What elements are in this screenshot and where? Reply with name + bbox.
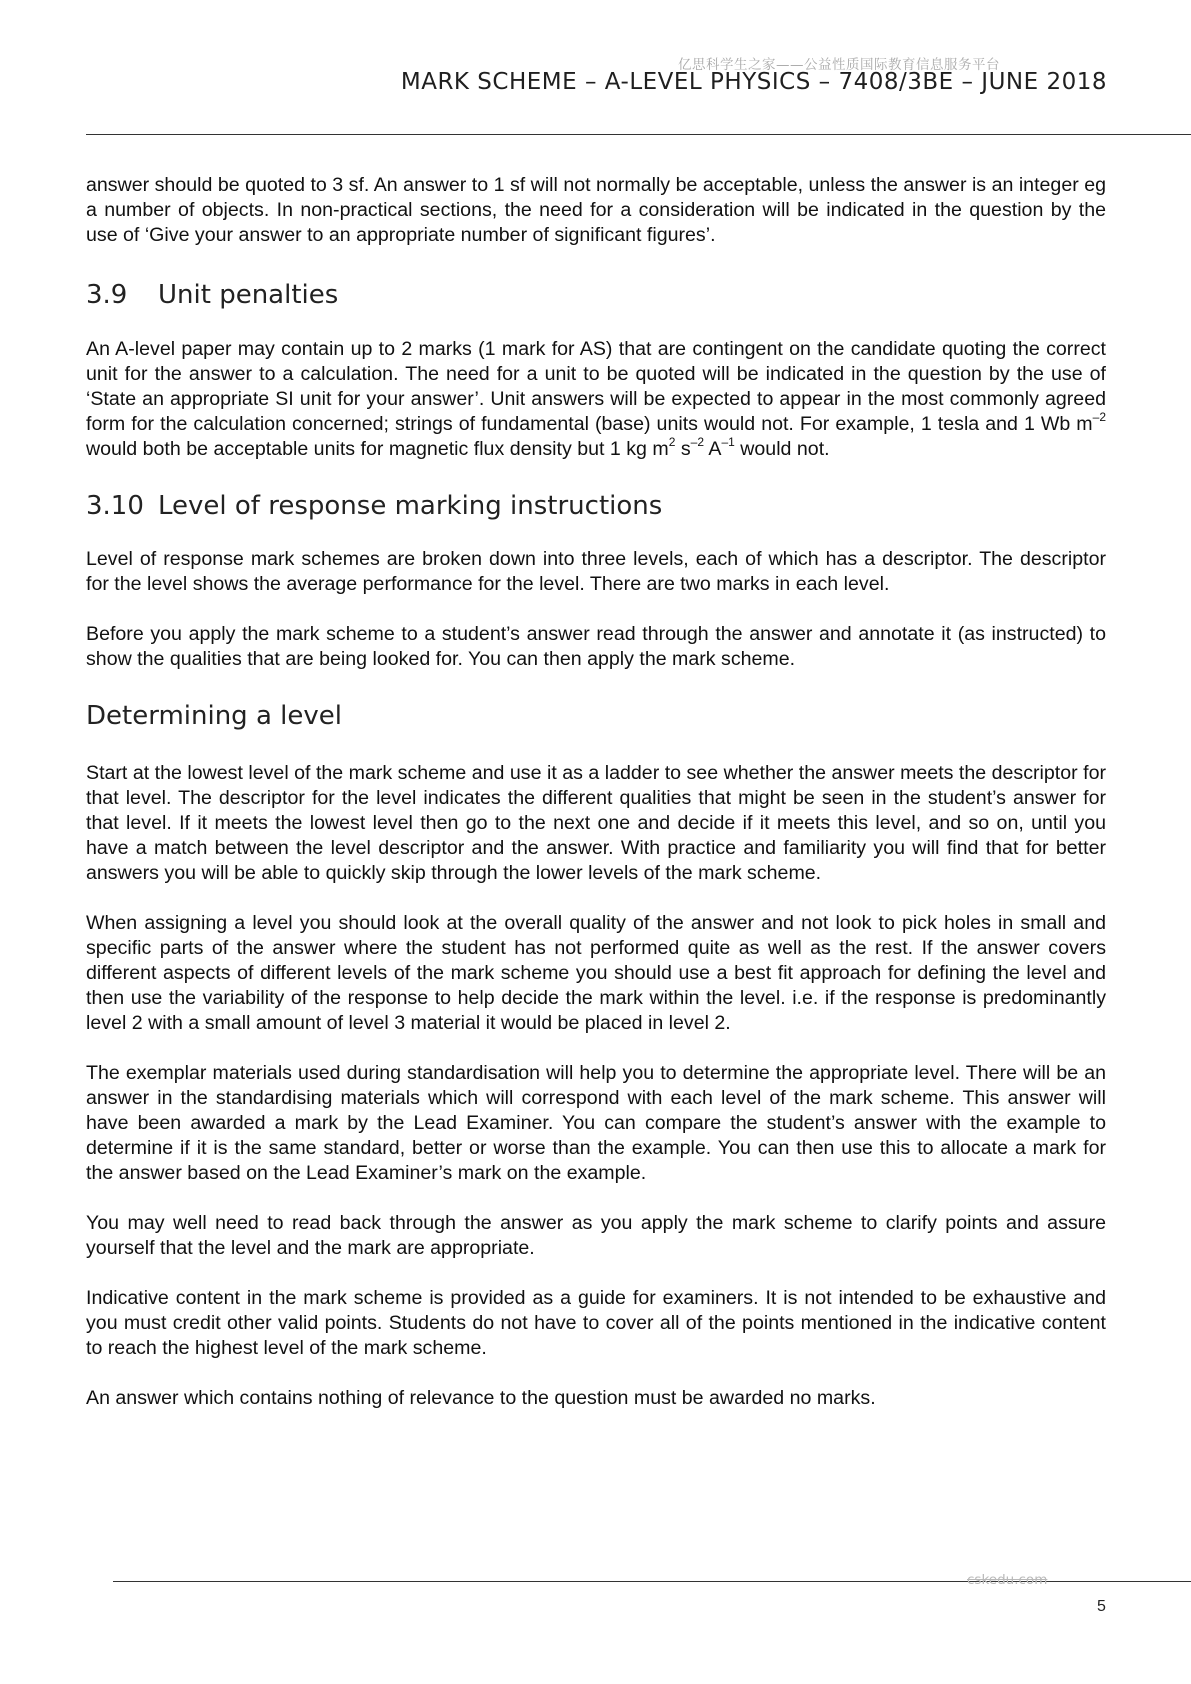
subheading-determining-level: Determining a level xyxy=(86,701,342,731)
header-divider xyxy=(86,134,1191,135)
section-title: Unit penalties xyxy=(158,280,339,310)
paragraph-level-response-1: Level of response mark schemes are broken down into three levels, each of which has a descriptor. The descriptor for the level shows the average performance for the level. There are two marks in each level. xyxy=(86,548,1106,595)
text-run: would both be acceptable units for magnetic flux density but 1 kg m xyxy=(86,438,669,460)
footer-watermark: cskedu.com xyxy=(967,1572,1048,1588)
section-number: 3.10 xyxy=(86,491,144,521)
document-body xyxy=(86,173,1106,1411)
paragraph-continuation: answer should be quoted to 3 sf. An answer to 1 sf will not normally be acceptable, unless the answer is an integer eg a number of objects. In non-practical sections, the need for a consideration will be indicated in the question by the use of ‘Give your answer to an appropriate number of significant figures’. xyxy=(86,174,1106,246)
paragraph-determining-5: Indicative content in the mark scheme is provided as a guide for examiners. It is not intended to be exhaustive and you must credit other valid points. Students do not have to cover all of the points mentioned in the indicative content to reach the highest level of the mark scheme. xyxy=(86,1287,1106,1359)
section-title: Level of response marking instructions xyxy=(158,491,663,521)
paragraph-unit-penalties xyxy=(86,337,1106,462)
watermark-text: 亿思科学生之家——公益性质国际教育信息服务平台 xyxy=(678,57,1000,73)
text-run: An A-level paper may contain up to 2 marks (1 mark for AS) that are contingent on the candidate quoting the correct unit for the answer to a calculation. The need for a unit to be quoted will be indicated in the question by the use of ‘State an appropriate SI unit for your answer’. Unit answers will be expected to appear in the most commonly agreed form for the calculation concerned; strings of fundamental (base) units would not. For example, 1 tesla and 1 Wb m xyxy=(86,338,1106,435)
section-heading-3-9 xyxy=(86,279,1106,311)
page-header-title: MARK SCHEME – A-LEVEL PHYSICS – 7408/3BE – JUNE 2018 xyxy=(400,69,1107,95)
superscript: –1 xyxy=(721,435,735,449)
paragraph-determining-1: Start at the lowest level of the mark scheme and use it as a ladder to see whether the answer meets the descriptor for that level. The descriptor for the level indicates the different qualities that might be seen in the student’s answer for that level. If it meets the lowest level then go to the next one and decide if it meets this level, and so on, until you have a match between the level descriptor and the answer. With practice and familiarity you will find that for better answers you will be able to quickly skip through the lower levels of the mark scheme. xyxy=(86,762,1106,884)
superscript: –2 xyxy=(1092,410,1106,424)
paragraph-determining-6: An answer which contains nothing of relevance to the question must be awarded no marks. xyxy=(86,1387,876,1409)
text-run: A xyxy=(704,438,722,460)
paragraph-determining-4: You may well need to read back through the answer as you apply the mark scheme to clarify points and assure yourself that the level and the mark are appropriate. xyxy=(86,1212,1106,1259)
section-heading-3-10 xyxy=(86,490,1106,522)
paragraph-determining-2: When assigning a level you should look at the overall quality of the answer and not look to pick holes in small and specific parts of the answer where the student has not performed quite as well as the rest. If the answer covers different aspects of different levels of the mark scheme you should use a best fit approach for defining the level and then use the variability of the response to help decide the mark within the level. i.e. if the response is predominantly level 2 with a small amount of level 3 material it would be placed in level 2. xyxy=(86,912,1106,1034)
paragraph-determining-3: The exemplar materials used during standardisation will help you to determine the appropriate level. There will be an answer in the standardising materials which will correspond with each level of the mark scheme. This answer will have been awarded a mark by the Lead Examiner. You can compare the student’s answer with the example to determine if it is the same standard, better or worse than the example. You can then use this to allocate a mark for the answer based on the Lead Examiner’s mark on the example. xyxy=(86,1062,1106,1184)
superscript: 2 xyxy=(668,435,676,449)
superscript: –2 xyxy=(690,435,705,449)
text-run: would not. xyxy=(734,438,830,460)
page-number: 5 xyxy=(1097,1598,1106,1615)
section-number: 3.9 xyxy=(86,280,128,310)
text-run: s xyxy=(675,438,691,460)
paragraph-level-response-2: Before you apply the mark scheme to a student’s answer read through the answer and annotate it (as instructed) to show the qualities that are being looked for. You can then apply the mark scheme. xyxy=(86,623,1106,670)
